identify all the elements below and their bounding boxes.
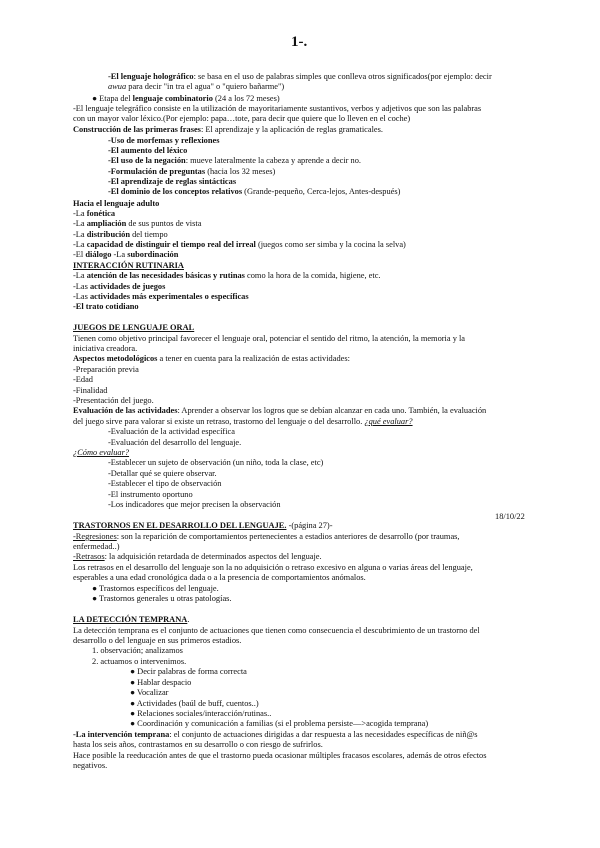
text-run: -Evaluación de la actividad específica [108, 427, 235, 436]
date-stamp: 18/10/22 [495, 512, 525, 521]
text-run: : el conjunto de actuaciones dirigidas a dar respuesta a las necesidades específicas de niñ@s [169, 730, 478, 739]
text-run: ¿Cómo evaluar? [73, 448, 130, 457]
text-line [108, 187, 400, 197]
text-run: esperables a una edad cronológica dada o a la presencia de comportamientos anómalos. [73, 573, 366, 582]
text-run: ¿qué evaluar? [364, 417, 413, 426]
text-run: ● [92, 94, 100, 103]
text-line [73, 751, 486, 761]
text-line [92, 94, 280, 104]
text-line [108, 146, 187, 156]
text-line [73, 406, 486, 416]
text-run: Tienen como objetivo principal favorecer el lenguaje oral, potenciar el sentido del ritmo, la atención, la memoria y la [73, 334, 466, 343]
text-line [73, 104, 481, 114]
text-line [108, 500, 281, 510]
text-run: ampliación [86, 219, 127, 228]
text-run: de sus puntos de vista [126, 219, 202, 228]
text-run: : Aprender a observar los logros que se debían alcanzar en cada uno. También, la evaluación [177, 406, 487, 415]
text-run: -Regresiones [73, 532, 117, 541]
text-line [108, 156, 361, 166]
text-run: ● Vocalizar [130, 688, 169, 697]
text-run: -Finalidad [73, 386, 108, 395]
text-run: -El uso de la negación [108, 156, 186, 165]
text-run: (Grande-pequeño, Cerca-lejos, Antes-después) [242, 187, 401, 196]
text-line [73, 302, 139, 312]
text-run: diálogo [85, 250, 112, 259]
text-run: atención de las necesidades básicas y rutinas [86, 271, 245, 280]
text-run: -Establecer el tipo de observación [108, 479, 222, 488]
text-run: . [187, 615, 190, 624]
text-run: fonética [86, 209, 116, 218]
text-run: -Retrasos [73, 552, 105, 561]
text-run: -Uso de morfemas y reflexiones [108, 136, 220, 145]
text-run: -Establecer un sujeto de observación (un niño, toda la clase, etc) [108, 458, 324, 467]
text-line [73, 573, 366, 583]
text-run: TRASTORNOS EN EL DESARROLLO DEL LENGUAJE. [73, 521, 287, 530]
text-line [73, 282, 165, 292]
text-run: Aspectos metodológicos [73, 354, 158, 363]
text-run: -El dominio de los conceptos relativos [108, 187, 243, 196]
text-run: subordinación [127, 250, 179, 259]
text-line [73, 740, 323, 750]
text-run: Evaluación de las actividades [73, 406, 178, 415]
text-run: ● Relaciones sociales/interacción/rutinas.. [130, 709, 272, 718]
text-run: del tiempo [130, 230, 168, 239]
text-run: -El lenguaje holográfico [108, 72, 194, 81]
text-line [73, 563, 473, 573]
text-run: -La [111, 250, 128, 259]
text-line [73, 334, 465, 344]
text-line [73, 323, 194, 333]
text-run: -El aumento del léxico [108, 146, 188, 155]
text-run: -Los indicadores que mejor precisen la observación [108, 500, 281, 509]
text-run: enfermedad..) [73, 542, 120, 551]
text-run: Construcción de las primeras frases [73, 125, 201, 134]
text-line [108, 177, 236, 187]
text-line [73, 271, 381, 281]
text-run: -El trato cotidiano [73, 302, 139, 311]
text-run: Trastornos específicos del lenguaje. [99, 584, 219, 593]
text-line [73, 344, 137, 354]
text-run: 2. actuamos o intervenimos. [92, 657, 187, 666]
text-line [92, 584, 219, 594]
text-line [73, 448, 129, 458]
text-line [73, 521, 333, 531]
text-run: -Las [73, 282, 90, 291]
text-run: : mueve lateralmente la cabeza y aprende a decir no. [185, 156, 362, 165]
text-line [73, 761, 107, 771]
text-line [92, 657, 186, 667]
text-line [73, 615, 189, 625]
text-line [73, 365, 139, 375]
text-line [108, 82, 284, 92]
text-line [73, 386, 107, 396]
text-line [130, 719, 428, 729]
text-run: para decir "in tra el agua" o "quiero bañarme") [126, 82, 285, 91]
text-line [73, 552, 322, 562]
page-number: 1-. [291, 34, 308, 50]
text-line [108, 479, 221, 489]
text-run: -Evaluación del desarrollo del lenguaje. [108, 438, 242, 447]
text-run: -El [73, 250, 86, 259]
text-line [108, 427, 235, 437]
text-run: ● Actividades (baúl de buff, cuentos..) [130, 699, 259, 708]
text-run: : la adquisición retardada de determinados aspectos del lenguaje. [104, 552, 322, 561]
text-run: como la hora de la comida, higiene, etc. [244, 271, 381, 280]
text-run: Hace posible la reeducación antes de que el trastorno pueda ocasionar múltiples fracasos escolares, además de otros efectos [73, 751, 487, 760]
text-line [92, 594, 232, 604]
text-run: : El aprendizaje y la aplicación de reglas gramaticales. [200, 125, 384, 134]
text-run: -Preparación previa [73, 365, 139, 374]
text-line [73, 114, 410, 124]
text-run: -El aprendizaje de reglas sintácticas [108, 177, 237, 186]
text-run: hasta los seis años, contrastamos en su desarrollo o con riesgo de sufrirlos. [73, 740, 323, 749]
text-run: LA DETECCIÓN TEMPRANA [73, 615, 188, 624]
text-run: -Detallar qué se quiere observar. [108, 469, 217, 478]
text-run: negativos. [73, 761, 108, 770]
text-run: -La [73, 219, 87, 228]
text-line [73, 219, 201, 229]
text-line [73, 199, 159, 209]
text-run: Etapa del [99, 94, 133, 103]
text-run: -Edad [73, 375, 93, 384]
text-line [73, 292, 249, 302]
text-run: ● [92, 584, 100, 593]
text-line [73, 417, 413, 427]
text-run: -Formulación de preguntas [108, 167, 206, 176]
text-run: actividades más experimentales o específicas [89, 292, 249, 301]
text-line [108, 438, 241, 448]
text-line [73, 626, 480, 636]
text-line [108, 167, 275, 177]
text-run: ● Decir palabras de forma correcta [130, 667, 247, 676]
text-line [108, 136, 219, 146]
text-run: -Presentación del juego. [73, 396, 154, 405]
text-line [130, 709, 271, 719]
text-run: La detección temprana es el conjunto de actuaciones que tienen como consecuencia el descubrimiento de un trastorno del [73, 626, 480, 635]
text-line [108, 458, 323, 468]
text-run: -La [73, 209, 87, 218]
text-run: (24 a los 72 meses) [212, 94, 280, 103]
text-run: : se basa en el uso de palabras simples que conlleva otros significados(por ejemplo: decir [193, 72, 492, 81]
text-line [92, 646, 183, 656]
text-line [73, 230, 168, 240]
text-line [73, 396, 154, 406]
text-run: -La [73, 271, 87, 280]
text-line [73, 636, 241, 646]
text-run: : son la reparición de comportamientos pertenecientes a estadios anteriores de desarrollo (por traumas, [116, 532, 460, 541]
text-run: Hacia el lenguaje adulto [73, 199, 160, 208]
text-line [73, 354, 350, 364]
text-run: -La [73, 230, 87, 239]
text-run: Los retrasos en el desarrollo del lenguaje son la no adquisición o retraso excesivo en alguna o varias áreas del lenguaje, [73, 563, 473, 572]
text-run: ● [92, 594, 100, 603]
text-line [108, 469, 217, 479]
text-run: -(página 27)- [286, 521, 333, 530]
text-run: INTERACCIÓN RUTINARIA [73, 261, 184, 270]
text-line [130, 678, 191, 688]
text-run: desarrollo o del lenguaje en sus primeros estadios. [73, 636, 242, 645]
text-run: capacidad de distinguir el tiempo real del irreal [86, 240, 256, 249]
text-run: ● Hablar despacio [130, 678, 192, 687]
text-line [130, 667, 247, 677]
text-line [108, 72, 492, 82]
text-run: Trastornos generales u otras patologías. [99, 594, 232, 603]
text-line [73, 542, 120, 552]
text-run: iniciativa creadora. [73, 344, 138, 353]
text-line [73, 375, 93, 385]
text-run: -El instrumento oportuno [108, 490, 193, 499]
text-line [73, 250, 178, 260]
text-run: actividades de juegos [89, 282, 166, 291]
text-run: -El lenguaje telegráfico consiste en la utilización de mayoritariamente sustantivos, verbos y adjetivos que son las palabras [73, 104, 482, 113]
text-line [130, 699, 259, 709]
text-run: -La [73, 240, 87, 249]
text-run: 1. observación; analizamos [92, 646, 183, 655]
text-line [73, 532, 460, 542]
text-run: JUEGOS DE LENGUAJE ORAL [73, 323, 195, 332]
text-run: -Las [73, 292, 90, 301]
text-line [73, 730, 477, 740]
text-line [73, 209, 115, 219]
text-run: -La intervención temprana [73, 730, 170, 739]
text-run: ● Coordinación y comunicación a familias (si el problema persiste—>acogida temprana) [130, 719, 429, 728]
text-line [130, 688, 168, 698]
text-line [73, 261, 184, 271]
text-run: distribución [86, 230, 131, 239]
text-run: lenguaje combinatorio [132, 94, 213, 103]
text-line [73, 240, 406, 250]
text-run: (juegos como ser simba y la cocina la selva) [255, 240, 406, 249]
text-run: del juego sirve para valorar si existe un retraso, trastorno del lenguaje o del desarrollo. [73, 417, 365, 426]
text-line [73, 125, 383, 135]
text-run: (hacia los 32 meses) [205, 167, 276, 176]
text-run: a tener en cuenta para la realización de estas actividades: [157, 354, 350, 363]
text-line [108, 490, 193, 500]
text-run: awua [108, 82, 127, 91]
text-run: con un mayor valor léxico.(Por ejemplo: papa…tote, para decir que quiere que lo lleven en el coche) [73, 114, 411, 123]
